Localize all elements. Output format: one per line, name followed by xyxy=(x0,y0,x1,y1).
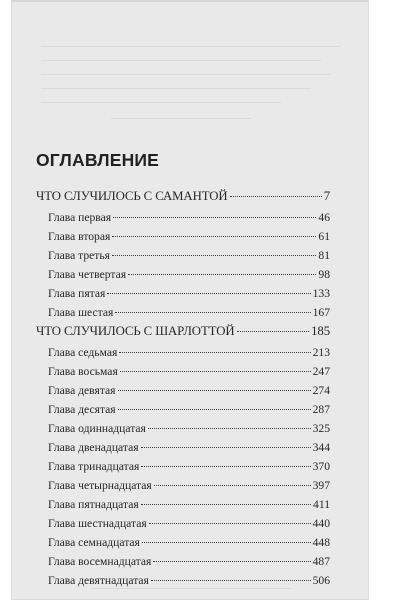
toc-chapter-row[interactable] xyxy=(48,517,330,530)
toc-chapter-row[interactable] xyxy=(48,460,330,473)
chapter-title: Глава восьмая xyxy=(48,365,118,378)
dot-leader xyxy=(115,312,310,313)
dot-leader xyxy=(149,523,311,524)
part-title: ЧТО СЛУЧИЛОСЬ С ШАРЛОТТОЙ xyxy=(36,324,235,338)
part-title: ЧТО СЛУЧИЛОСЬ С САМАНТОЙ xyxy=(36,189,228,203)
chapter-title: Глава девятнадцатая xyxy=(48,574,149,587)
dot-leader xyxy=(151,580,311,581)
toc-heading: ОГЛАВЛЕНИЕ xyxy=(36,150,160,170)
chapter-title: Глава шестнадцатая xyxy=(48,517,147,530)
chapter-title: Глава шестая xyxy=(48,306,114,319)
toc-chapter-row[interactable] xyxy=(48,230,330,243)
page-number: 81 xyxy=(318,249,330,262)
toc-chapter-row[interactable] xyxy=(48,249,330,262)
toc-part-row[interactable] xyxy=(36,189,330,204)
page-number: 448 xyxy=(312,536,330,549)
dot-leader xyxy=(119,352,310,353)
chapter-title: Глава седьмая xyxy=(48,346,118,359)
chapter-title: Глава девятая xyxy=(48,384,116,397)
toc-chapter-row[interactable] xyxy=(48,498,330,511)
toc-part-row[interactable] xyxy=(36,324,330,339)
toc-chapter-row[interactable] xyxy=(48,574,330,587)
toc-chapter-row[interactable] xyxy=(48,479,330,492)
toc-chapter-row[interactable] xyxy=(48,403,330,416)
toc-chapter-row[interactable] xyxy=(48,306,330,319)
chapter-title: Глава тринадцатая xyxy=(48,460,140,473)
page-number: 344 xyxy=(312,441,330,454)
page-number: 440 xyxy=(312,517,330,530)
page-number: 247 xyxy=(312,365,330,378)
chapter-title: Глава пятнадцатая xyxy=(48,498,139,511)
dot-leader xyxy=(120,371,311,372)
toc-chapter-row[interactable] xyxy=(48,441,330,454)
dot-leader xyxy=(154,485,311,486)
toc-chapter-row[interactable] xyxy=(48,346,330,359)
page-number: 7 xyxy=(323,189,330,203)
show-through-line xyxy=(91,588,291,589)
chapter-title: Глава семнадцатая xyxy=(48,536,140,549)
chapter-title: Глава десятая xyxy=(48,403,116,416)
chapter-title: Глава одиннадцатая xyxy=(48,422,146,435)
page-number: 397 xyxy=(312,479,330,492)
toc-chapter-row[interactable] xyxy=(48,365,330,378)
toc-chapter-row[interactable] xyxy=(48,555,330,568)
show-through-line xyxy=(41,88,311,89)
dot-leader xyxy=(141,447,311,448)
page-number: 325 xyxy=(312,422,330,435)
page-number: 133 xyxy=(312,287,330,300)
show-through-line xyxy=(41,102,281,103)
dot-leader xyxy=(148,428,311,429)
toc-chapter-row[interactable] xyxy=(48,211,330,224)
page-number: 506 xyxy=(312,574,330,587)
chapter-title: Глава четырнадцатая xyxy=(48,479,152,492)
page-number: 46 xyxy=(318,211,330,224)
dot-leader xyxy=(118,390,311,391)
chapter-title: Глава третья xyxy=(48,249,110,262)
page-number: 61 xyxy=(318,230,330,243)
chapter-title: Глава первая xyxy=(48,211,112,224)
dot-leader xyxy=(118,409,311,410)
toc-chapter-row[interactable] xyxy=(48,384,330,397)
dot-leader xyxy=(237,331,310,332)
page-number: 167 xyxy=(312,306,330,319)
page-number: 98 xyxy=(318,268,330,281)
toc-chapter-row[interactable] xyxy=(48,422,330,435)
dot-leader xyxy=(112,236,316,237)
show-through-line xyxy=(111,118,251,119)
toc-chapter-row[interactable] xyxy=(48,268,330,281)
dot-leader xyxy=(128,274,316,275)
show-through-line xyxy=(41,46,341,47)
dot-leader xyxy=(113,217,316,218)
chapter-title: Глава четвертая xyxy=(48,268,127,281)
dot-leader xyxy=(141,466,310,467)
chapter-title: Глава вторая xyxy=(48,230,111,243)
dot-leader xyxy=(153,561,310,562)
dot-leader xyxy=(230,196,322,197)
page-number: 411 xyxy=(313,498,330,511)
chapter-title: Глава пятая xyxy=(48,287,106,300)
toc-chapter-row[interactable] xyxy=(48,536,330,549)
page-number: 287 xyxy=(312,403,330,416)
toc-chapter-row[interactable] xyxy=(48,287,330,300)
chapter-title: Глава двенадцатая xyxy=(48,441,139,454)
dot-leader xyxy=(107,293,310,294)
dot-leader xyxy=(142,542,311,543)
page-number: 213 xyxy=(312,346,330,359)
page-number: 487 xyxy=(312,555,330,568)
chapter-title: Глава восемнадцатая xyxy=(48,555,152,568)
show-through-line xyxy=(41,74,331,75)
dot-leader xyxy=(141,504,311,505)
page-number: 274 xyxy=(312,384,330,397)
page-number: 185 xyxy=(311,324,330,338)
dot-leader xyxy=(112,255,316,256)
page-number: 370 xyxy=(312,460,330,473)
show-through-line xyxy=(41,60,321,61)
